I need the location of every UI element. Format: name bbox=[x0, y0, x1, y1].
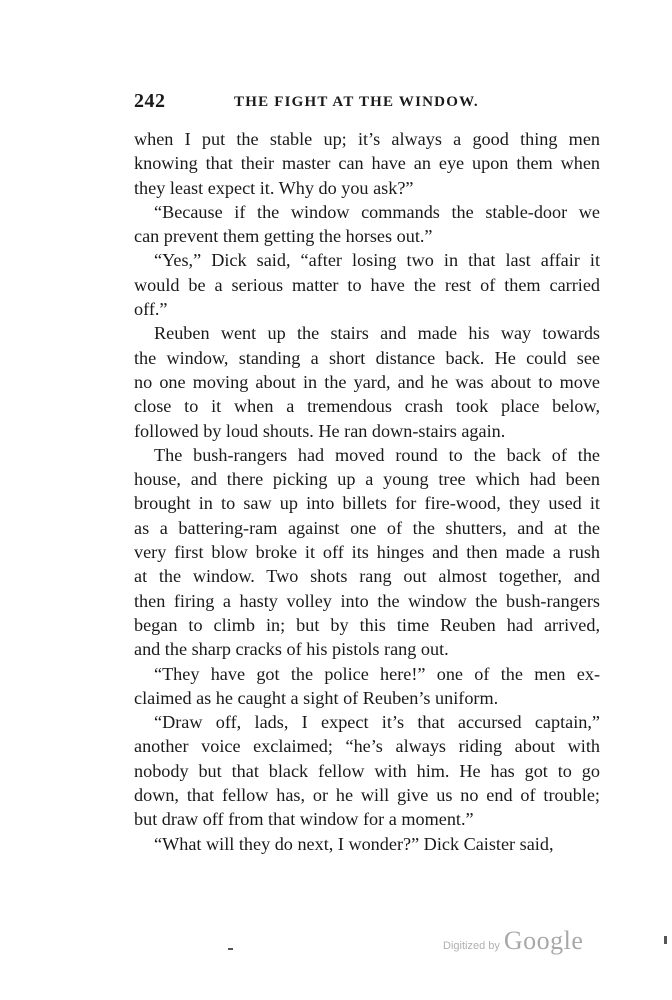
text-line: began to climb in; but by this time Reuben had arrived, bbox=[134, 614, 600, 635]
text-line: can prevent them getting the horses out.” bbox=[134, 226, 433, 247]
page-number: 242 bbox=[134, 90, 166, 112]
page-header bbox=[134, 90, 600, 116]
text-line: “Draw off, lads, I expect it’s that accursed captain,” bbox=[154, 712, 600, 733]
text-line: very first blow broke it off its hinges and then made a rush bbox=[134, 542, 600, 563]
text-line: “What will they do next, I wonder?” Dick Caister said, bbox=[154, 833, 554, 854]
text-line: the window, standing a short distance back. He could see bbox=[134, 347, 600, 368]
text-line: The bush-rangers had moved round to the back of the bbox=[154, 444, 600, 465]
text-line: house, and there picking up a young tree which had been bbox=[134, 469, 600, 490]
text-line: “Yes,” Dick said, “after losing two in that last affair it bbox=[154, 250, 600, 271]
text-line: “Because if the window commands the stable-door we bbox=[154, 201, 600, 222]
text-line: when I put the stable up; it’s always a good thing men bbox=[134, 129, 600, 149]
text-line: knowing that their master can have an eye upon them when bbox=[134, 153, 600, 174]
text-line: off.” bbox=[134, 299, 168, 320]
text-line: claimed as he caught a sight of Reuben’s uniform. bbox=[134, 687, 499, 708]
paragraph bbox=[134, 662, 600, 711]
body-text bbox=[134, 127, 600, 856]
text-line: would be a serious matter to have the rest of them carried bbox=[134, 274, 600, 295]
text-line: at the window. Two shots rang out almost together, and bbox=[134, 566, 600, 587]
paragraph bbox=[134, 832, 600, 856]
text-line: down, that fellow has, or he will give us no end of trouble; bbox=[134, 785, 600, 806]
paragraph bbox=[134, 200, 600, 249]
watermark-prefix: Digitized by bbox=[443, 940, 500, 952]
text-line: brought in to saw up into billets for fire-wood, they used it bbox=[134, 493, 600, 514]
google-logo: Google bbox=[503, 926, 584, 955]
text-line: they least expect it. Why do you ask?” bbox=[134, 177, 414, 198]
ink-speck bbox=[228, 948, 233, 950]
paragraph bbox=[134, 443, 600, 662]
paragraph bbox=[134, 127, 600, 200]
text-line: but draw off from that window for a moment.” bbox=[134, 809, 474, 830]
text-line: then firing a hasty volley into the window the bush-rangers bbox=[134, 590, 600, 611]
text-line: as a battering-ram against one of the shutters, and at the bbox=[134, 517, 600, 538]
text-line: another voice exclaimed; “he’s always riding about with bbox=[134, 736, 600, 757]
text-line: nobody but that black fellow with him. He has got to go bbox=[134, 760, 600, 781]
text-line: “They have got the police here!” one of the men ex- bbox=[154, 663, 600, 684]
text-line: and the sharp cracks of his pistols rang out. bbox=[134, 639, 449, 660]
text-line: no one moving about in the yard, and he was about to move bbox=[134, 371, 600, 392]
paragraph bbox=[134, 248, 600, 321]
text-line: Reuben went up the stairs and made his way towards bbox=[154, 323, 600, 344]
ink-speck bbox=[664, 936, 667, 944]
running-title: THE FIGHT AT THE WINDOW. bbox=[234, 94, 479, 110]
paragraph bbox=[134, 710, 600, 831]
text-line: close to it when a tremendous crash took place below, bbox=[134, 396, 600, 417]
paragraph bbox=[134, 321, 600, 442]
google-watermark bbox=[443, 926, 583, 958]
text-line: followed by loud shouts. He ran down-stairs again. bbox=[134, 420, 506, 441]
